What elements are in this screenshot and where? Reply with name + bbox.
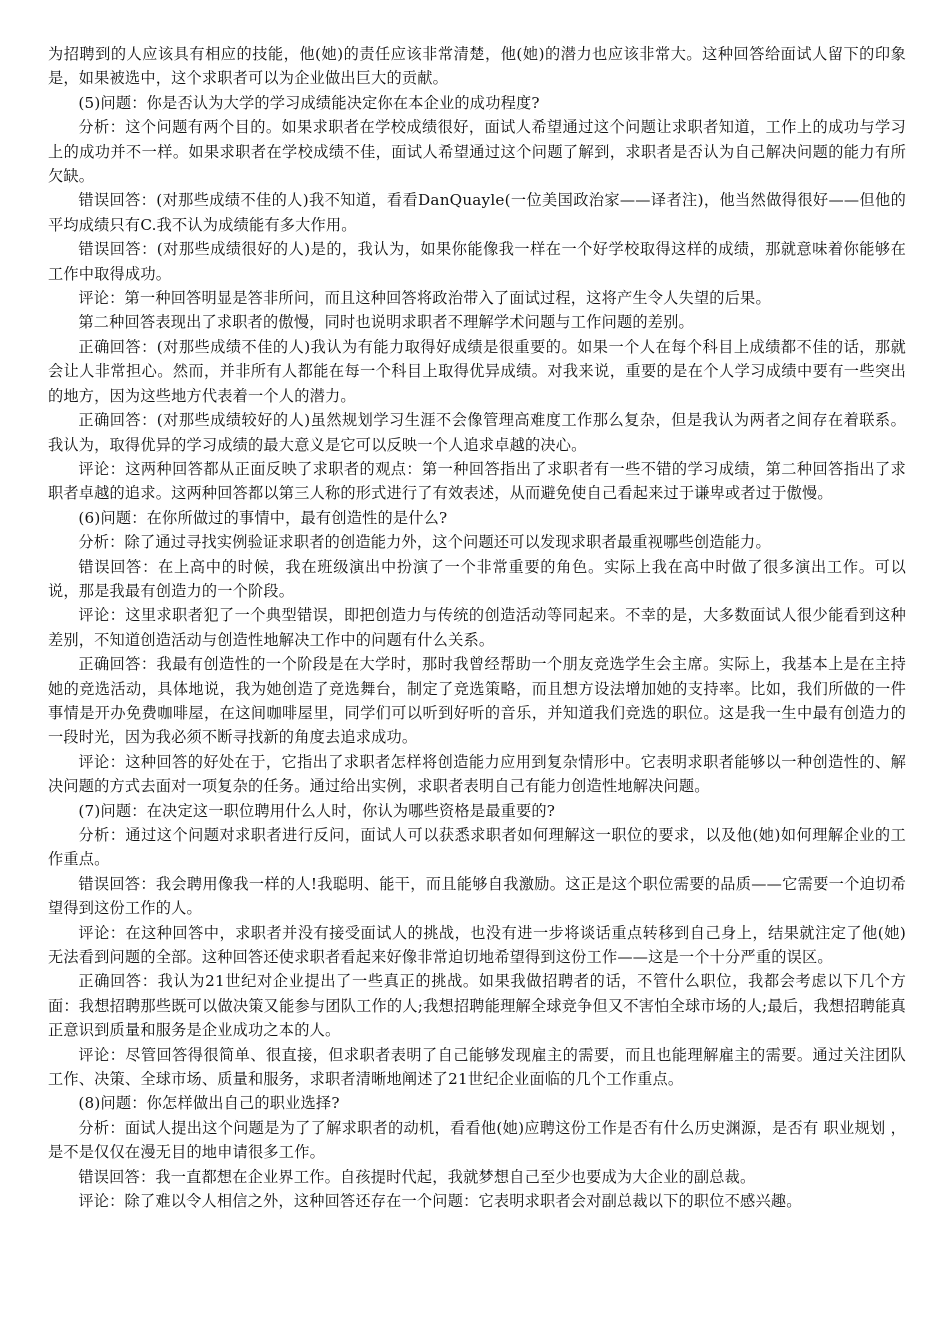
paragraph: 正确回答：(对那些成绩不佳的人)我认为有能力取得好成绩是很重要的。如果一个人在每个科目上成绩都不佳的话，那就会让人非常担心。然而，并非所有人都能在每一个科目上取得优异成绩。对我来说，重要的是在个人学习成绩中要有一些突出的地方，因为这些地方代表着一个人的潜力。	[48, 337, 906, 405]
paragraph: 错误回答：(对那些成绩很好的人)是的，我认为，如果你能像我一样在一个好学校取得这样的成绩，那就意味着你能够在工作中取得成功。	[48, 240, 906, 283]
paragraph: 正确回答：我认为21世纪对企业提出了一些真正的挑战。如果我做招聘者的话，不管什么职位，我都会考虑以下几个方面：我想招聘那些既可以做决策又能参与团队工作的人;我想招聘能理解全球竞争但又不害怕全球市场的人;最后，我想招聘能真正意识到质量和服务是企业成功之本的人。	[48, 972, 906, 1040]
paragraph: 分析：通过这个问题对求职者进行反问，面试人可以获悉求职者如何理解这一职位的要求，以及他(她)如何理解企业的工作重点。	[48, 826, 906, 869]
paragraph: 为招聘到的人应该具有相应的技能，他(她)的责任应该非常清楚，他(她)的潜力也应该非常大。这种回答给面试人留下的印象是，如果被选中，这个求职者可以为企业做出巨大的贡献。	[48, 45, 906, 88]
paragraph: 正确回答：我最有创造性的一个阶段是在大学时，那时我曾经帮助一个朋友竞选学生会主席。实际上，我基本上是在主持她的竞选活动，具体地说，我为她创造了竞选舞台，制定了竞选策略，而且想方设法增加她的支持率。比如，我们所做的一件事情是开办免费咖啡屋，在这间咖啡屋里，同学们可以听到好听的音乐，并知道我们竞选的职位。这是我一生中最有创造力的一段时光，因为我必须不断寻找新的角度去追求成功。	[48, 655, 906, 747]
paragraph: 评论：第一种回答明显是答非所问，而且这种回答将政治带入了面试过程，这将产生令人失望的后果。	[78, 289, 771, 308]
question-heading: (8)问题：你怎样做出自己的职业选择?	[78, 1094, 340, 1113]
paragraph: 评论：这种回答的好处在于，它指出了求职者怎样将创造能力应用到复杂情形中。它表明求职者能够以一种创造性的、解决问题的方式去面对一项复杂的任务。通过给出实例，求职者表明自己有能力创造性地解决问题。	[48, 752, 906, 796]
paragraph: 错误回答：(对那些成绩不佳的人)我不知道，看看DanQuayle(一位美国政治家——译者注)，他当然做得很好——但他的平均成绩只有C.我不认为成绩能有多大作用。	[48, 191, 906, 234]
paragraph: 评论：这里求职者犯了一个典型错误，即把创造力与传统的创造活动等同起来。不幸的是，大多数面试人很少能看到这种差别，不知道创造活动与创造性地解决工作中的问题有什么关系。	[48, 606, 906, 649]
paragraph: 正确回答：(对那些成绩较好的人)虽然规划学习生涯不会像管理高难度工作那么复杂，但是我认为两者之间存在着联系。我认为，取得优异的学习成绩的最大意义是它可以反映一个人追求卓越的决心。	[48, 411, 906, 454]
document-body	[48, 42, 906, 1214]
paragraph: 分析：除了通过寻找实例验证求职者的创造能力外，这个问题还可以发现求职者最重视哪些创造能力。	[78, 533, 771, 552]
paragraph: 错误回答：我一直都想在企业界工作。自孩提时代起，我就梦想自己至少也要成为大企业的副总裁。	[78, 1167, 756, 1186]
paragraph: 评论：尽管回答得很简单、很直接，但求职者表明了自己能够发现雇主的需要，而且也能理解雇主的需要。通过关注团队工作、决策、全球市场、质量和服务，求职者清晰地阐述了21世纪企业面临的几个工作重点。	[48, 1045, 906, 1089]
paragraph: 第二种回答表现出了求职者的傲慢，同时也说明求职者不理解学术问题与工作问题的差别。	[78, 313, 694, 332]
paragraph: 错误回答：我会聘用像我一样的人!我聪明、能干，而且能够自我激励。这正是这个职位需要的品质——它需要一个迫切希望得到这份工作的人。	[48, 874, 906, 918]
question-heading: (6)问题：在你所做过的事情中，最有创造性的是什么?	[78, 508, 448, 527]
paragraph: 分析：这个问题有两个目的。如果求职者在学校成绩很好，面试人希望通过这个问题让求职者知道，工作上的成功与学习上的成功并不一样。如果求职者在学校成绩不佳，面试人希望通过这个问题了解到，求职者是否认为自己解决问题的能力有所欠缺。	[48, 118, 906, 186]
question-heading: (7)问题：在决定这一职位聘用什么人时，你认为哪些资格是最重要的?	[78, 801, 556, 820]
paragraph: 分析：面试人提出这个问题是为了了解求职者的动机，看看他(她)应聘这份工作是否有什么历史渊源，是否有 职业规划 ，是不是仅仅在漫无目的地申请很多工作。	[48, 1118, 906, 1162]
paragraph: 评论：这两种回答都从正面反映了求职者的观点：第一种回答指出了求职者有一些不错的学习成绩，第二种回答指出了求职者卓越的追求。这两种回答都以第三人称的形式进行了有效表述，从而避免使自己看起来过于谦卑或者过于傲慢。	[48, 459, 906, 503]
paragraph: 评论：除了难以令人相信之外，这种回答还存在一个问题：它表明求职者会对副总裁以下的职位不感兴趣。	[78, 1192, 802, 1211]
paragraph: 评论：在这种回答中，求职者并没有接受面试人的挑战，也没有进一步将谈话重点转移到自己身上，结果就注定了他(她)无法看到问题的全部。这种回答还使求职者看起来好像非常迫切地希望得到这份工作——这是一个十分严重的误区。	[48, 923, 906, 967]
question-heading: (5)问题：你是否认为大学的学习成绩能决定你在本企业的成功程度?	[78, 93, 540, 112]
paragraph: 错误回答：在上高中的时候，我在班级演出中扮演了一个非常重要的角色。实际上我在高中时做了很多演出工作。可以说，那是我最有创造力的一个阶段。	[48, 557, 906, 600]
